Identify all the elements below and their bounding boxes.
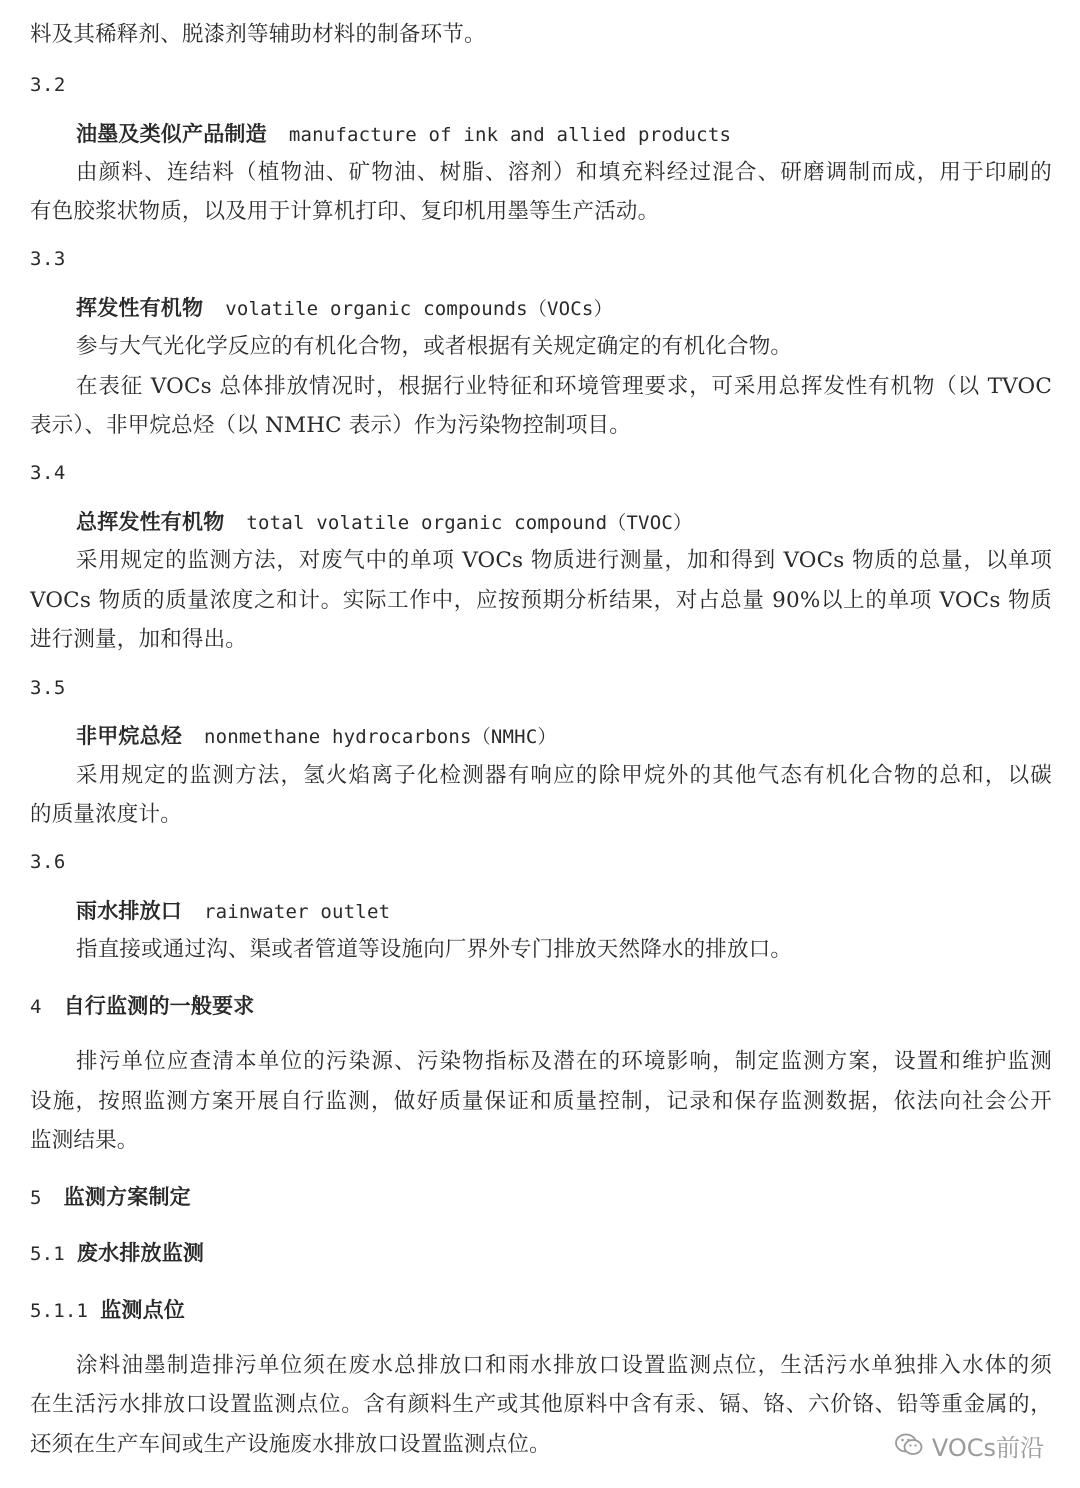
term-chinese: 总挥发性有机物	[76, 510, 225, 534]
wechat-icon	[894, 1432, 924, 1458]
paragraph-line: 监测结果。	[30, 1128, 139, 1153]
paragraph-line: 还须在生产车间或生产设施废水排放口设置监测点位。	[30, 1432, 551, 1457]
term-entry	[76, 293, 1052, 324]
heading-number: 5.1.1	[30, 1300, 89, 1322]
heading-title: 监测点位	[100, 1298, 186, 1322]
term-english: total volatile organic compound（TVOC）	[246, 512, 693, 534]
paragraph-line: 有色胶浆状物质，以及用于计算机打印、复印机用墨等生产活动。	[30, 199, 660, 224]
heading-number: 5	[30, 1187, 42, 1209]
paragraph-line: 涂料油墨制造排污单位须在废水总排放口和雨水排放口设置监测点位，生活污水单独排入水体的须	[76, 1353, 1052, 1378]
term-english: rainwater outlet	[204, 901, 391, 923]
paragraph-line: 参与大气光化学反应的有机化合物，或者根据有关规定确定的有机化合物。	[76, 334, 793, 359]
term-entry	[76, 896, 1052, 927]
term-english: volatile organic compounds（VOCs）	[225, 298, 613, 320]
paragraph-line: 采用规定的监测方法，对废气中的单项 VOCs 物质进行测量，加和得到 VOCs 物质的总量，以单项	[76, 548, 1052, 573]
term-entry	[76, 507, 1052, 538]
section-number: 3.2	[30, 74, 66, 96]
paragraph-line: VOCs 物质的质量浓度之和计。实际工作中，应按预期分析结果，对占总量 90%以上的单项 VOCs 物质	[30, 588, 1052, 613]
term-entry	[76, 721, 1052, 752]
paragraph-line: 进行测量，加和得出。	[30, 627, 248, 652]
watermark	[894, 1428, 1044, 1462]
section-heading	[30, 991, 1052, 1022]
heading-number: 4	[30, 996, 42, 1018]
paragraph-line: 表示）、非甲烷总烃（以 NMHC 表示）作为污染物控制项目。	[30, 413, 631, 438]
subsection-heading	[30, 1238, 1052, 1269]
term-english: nonmethane hydrocarbons（NMHC）	[204, 726, 557, 748]
term-chinese: 油墨及类似产品制造	[76, 122, 267, 146]
section-heading	[30, 1182, 1052, 1213]
term-english: manufacture of ink and allied products	[288, 124, 732, 146]
heading-title: 废水排放监测	[76, 1241, 205, 1265]
paragraph-line: 排污单位应查清本单位的污染源、污染物指标及潜在的环境影响，制定监测方案，设置和维护监测	[76, 1049, 1052, 1074]
term-chinese: 挥发性有机物	[76, 296, 204, 320]
section-number: 3.4	[30, 462, 66, 484]
section-number: 3.6	[30, 851, 66, 873]
paragraph-line: 料及其稀释剂、脱漆剂等辅助材料的制备环节。	[30, 22, 486, 47]
paragraph-line: 设施，按照监测方案开展自行监测，做好质量保证和质量控制，记录和保存监测数据，依法向社会公开	[30, 1089, 1052, 1114]
heading-title: 自行监测的一般要求	[63, 994, 255, 1018]
paragraph-line: 在表征 VOCs 总体排放情况时，根据行业特征和环境管理要求，可采用总挥发性有机物（以 TVOC	[76, 374, 1052, 399]
section-number: 3.3	[30, 248, 66, 270]
term-chinese: 非甲烷总烃	[76, 724, 182, 748]
watermark-text: VOCs前沿	[931, 1433, 1044, 1462]
term-chinese: 雨水排放口	[76, 899, 182, 923]
term-entry	[76, 119, 1052, 150]
paragraph-line: 由颜料、连结料（植物油、矿物油、树脂、溶剂）和填充料经过混合、研磨调制而成，用于印刷的	[76, 160, 1052, 185]
paragraph-line: 在生活污水排放口设置监测点位。含有颜料生产或其他原料中含有汞、镉、铬、六价铬、铅等重金属的，	[30, 1392, 1052, 1417]
paragraph-line: 采用规定的监测方法，氢火焰离子化检测器有响应的除甲烷外的其他气态有机化合物的总和，以碳	[76, 763, 1052, 788]
section-number: 3.5	[30, 677, 66, 699]
paragraph-line: 的质量浓度计。	[30, 802, 182, 827]
heading-title: 监测方案制定	[63, 1185, 191, 1209]
heading-number: 5.1	[30, 1243, 65, 1265]
subsection-heading	[30, 1295, 1052, 1326]
paragraph-line: 指直接或通过沟、渠或者管道等设施向厂界外专门排放天然降水的排放口。	[76, 937, 793, 962]
